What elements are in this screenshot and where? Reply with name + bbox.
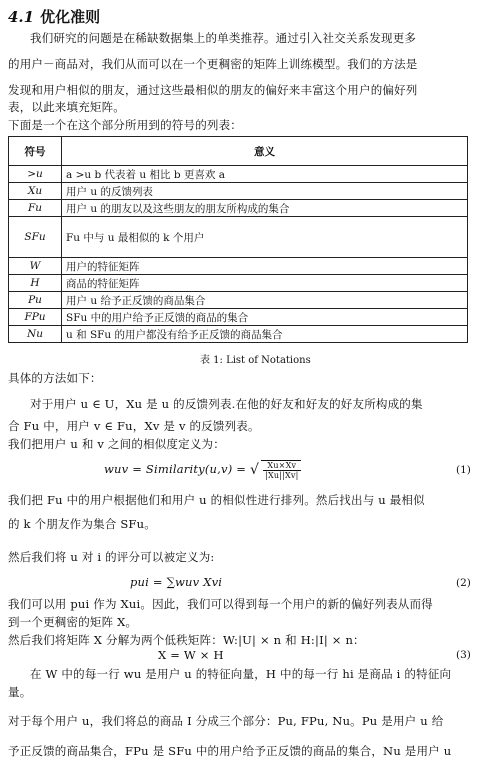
table-header-row (9, 137, 468, 166)
method-line-7: 我们可以用 pui 作为 Xui。因此，我们可以得到每一个用户的新的偏好列表从而得 (8, 597, 433, 611)
header-symbol: 符号 (9, 137, 62, 166)
eq1-number: (1) (456, 464, 471, 476)
method-line-2: 合 Fu 中，用户 v ∈ Fu，Xv 是 v 的反馈列表。 (8, 419, 260, 433)
eq1-numerator: Xu×Xv (263, 461, 300, 471)
cell-meaning: 用户的特征矩阵 (62, 258, 468, 275)
method-line-11: 量。 (8, 685, 32, 699)
table-row (9, 166, 468, 183)
method-line-1: 对于用户 u ∈ U，Xu 是 u 的反馈列表.在他的好友和好友的好友所构成的集 (30, 397, 423, 411)
method-line-10: 在 W 中的每一行 wu 是用户 u 的特征向量，H 中的每一行 hi 是商品 i 的特征向 (30, 667, 452, 681)
method-line-4: 我们把 Fu 中的用户根据他们和用户 u 的相似性进行排列。然后找出与 u 最相似 (8, 493, 425, 507)
cell-symbol: Pu (9, 292, 62, 309)
cell-meaning: 商品的特征矩阵 (62, 275, 468, 292)
cell-symbol: W (9, 258, 62, 275)
cell-symbol: Nu (9, 326, 62, 343)
equation-2: pui = ∑wuv Xvi (130, 575, 223, 589)
intro-line-2: 的用户－商品对，我们从而可以在一个更稠密的矩阵上训练模型。我们的方法是 (8, 57, 418, 71)
cell-meaning: a >u b 代表着 u 相比 b 更喜欢 a (62, 166, 468, 183)
method-line-6: 然后我们将 u 对 i 的评分可以被定义为: (8, 550, 215, 564)
cell-symbol: H (9, 275, 62, 292)
table-caption: 表 1: List of Notations (200, 355, 311, 366)
eq1-denominator: |Xu||Xv| (265, 471, 299, 480)
intro-line-4: 表，以此来填充矩阵。 (8, 100, 125, 114)
eq2-number: (2) (456, 577, 471, 589)
cell-symbol: >u (9, 166, 62, 183)
intro-line-3: 发现和用户相似的朋友，通过这些最相似的朋友的偏好来丰富这个用户的偏好列 (8, 83, 418, 97)
table-row (9, 183, 468, 200)
intro-line-5: 下面是一个在这个部分所用到的符号的列表： (8, 118, 242, 132)
eq1-fraction (263, 461, 300, 480)
header-meaning: 意义 (62, 137, 468, 166)
table-row (9, 258, 468, 275)
cell-symbol: SFu (9, 217, 62, 258)
section-number: 4.1 (8, 8, 35, 26)
cell-meaning: SFu 中的用户给予正反馈的商品的集合 (62, 309, 468, 326)
table-row (9, 326, 468, 343)
method-intro: 具体的方法如下： (8, 371, 102, 385)
equation-1 (104, 460, 301, 480)
cell-meaning: 用户 u 给予正反馈的商品集合 (62, 292, 468, 309)
table-row (9, 292, 468, 309)
table-row (9, 275, 468, 292)
cell-symbol: Xu (9, 183, 62, 200)
sqrt-icon: √ (249, 462, 260, 478)
method-line-9: 然后我们将矩阵 X 分解为两个低秩矩阵：W:|U| × n 和 H:|I| × n： (8, 633, 365, 647)
eq3-number: (3) (456, 649, 471, 661)
cell-meaning: Fu 中与 u 最相似的 k 个用户 (62, 217, 468, 258)
table-row (9, 217, 468, 258)
cell-symbol: Fu (9, 200, 62, 217)
notation-table (8, 136, 468, 343)
eq1-lhs: wuv = Similarity(u,v) = (104, 462, 247, 476)
table-row (9, 200, 468, 217)
cell-meaning: u 和 SFu 的用户都没有给予正反馈的商品集合 (62, 326, 468, 343)
method-line-3: 我们把用户 u 和 v 之间的相似度定义为： (8, 437, 225, 451)
method-line-12: 对于每个用户 u，我们将总的商品 I 分成三个部分：Pu, FPu, Nu。Pu 是用户 u 给 (8, 714, 444, 728)
cell-meaning: 用户 u 的反馈列表 (62, 183, 468, 200)
intro-line-1: 我们研究的问题是在稀缺数据集上的单类推荐。通过引入社交关系发现更多 (30, 31, 417, 45)
cell-symbol: FPu (9, 309, 62, 326)
table-row (9, 309, 468, 326)
method-line-8: 到一个更稠密的矩阵 X。 (8, 615, 138, 629)
cell-meaning: 用户 u 的朋友以及这些朋友的朋友所构成的集合 (62, 200, 468, 217)
method-line-5: 的 k 个朋友作为集合 SFu。 (8, 517, 156, 531)
section-title: 优化准则 (40, 8, 101, 26)
section-heading (8, 6, 100, 27)
method-line-13: 予正反馈的商品集合，FPu 是 SFu 中的用户给予正反馈的商品的集合，Nu 是用户 u (8, 744, 452, 758)
equation-3: X = W × H (158, 648, 224, 662)
